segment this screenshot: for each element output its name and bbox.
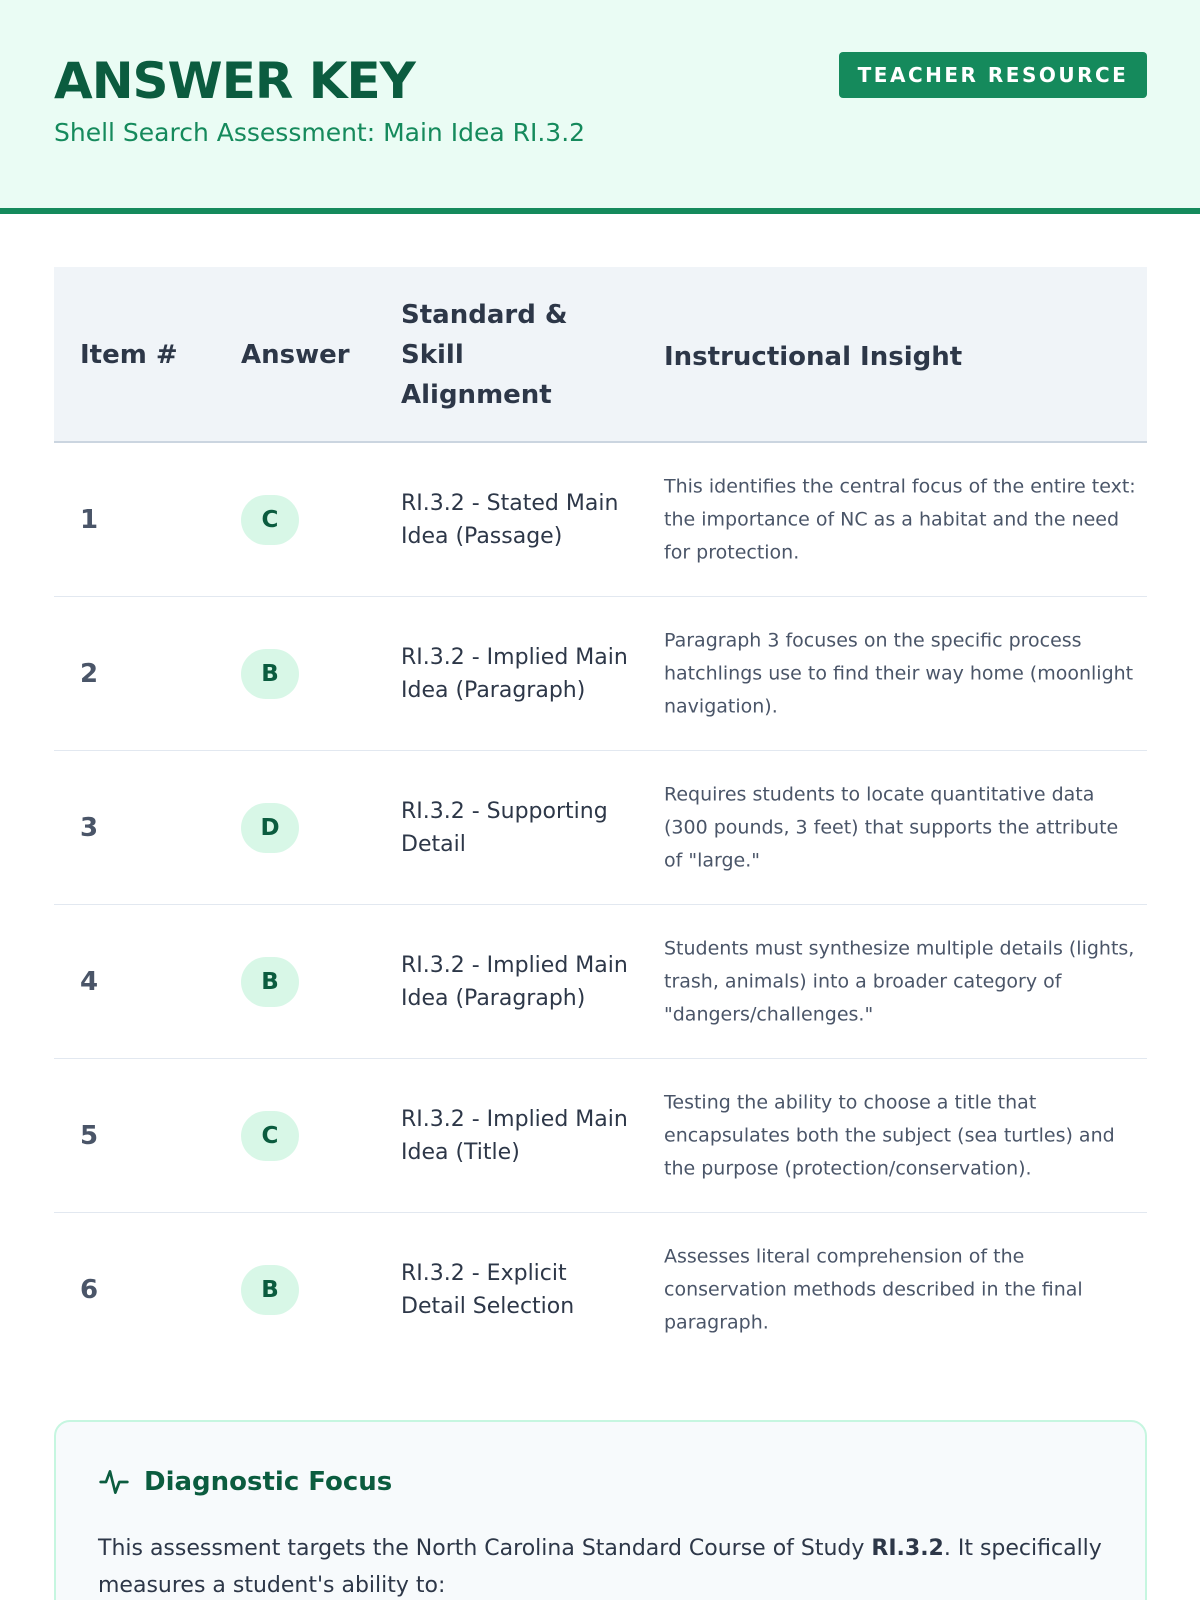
- diagnostic-text-start: This assessment targets the North Carolina Standard Course of Study: [98, 1536, 872, 1561]
- standard-alignment: RI.3.2 - Implied Main Idea (Paragraph): [401, 644, 628, 703]
- answer-badge: C: [241, 495, 299, 545]
- instructional-insight: Assesses literal comprehension of the conservation methods described in the final paragraph.: [664, 1245, 1083, 1334]
- standard-alignment: RI.3.2 - Implied Main Idea (Paragraph): [401, 952, 628, 1011]
- instructional-insight: Testing the ability to choose a title that encapsulates both the subject (sea turtles) and the purpose (protection/conservation).: [664, 1091, 1115, 1179]
- item-number: 6: [80, 1275, 99, 1305]
- table-row: [54, 1059, 1147, 1213]
- answer-badge: D: [241, 803, 299, 853]
- item-number: 5: [80, 1120, 99, 1151]
- answer-key-table: [54, 267, 1147, 1367]
- answer-badge: B: [241, 649, 299, 699]
- item-number: 1: [80, 504, 99, 535]
- table-header: [54, 267, 1147, 443]
- diagnostic-text-end: . It specifically measures a student's ability to:: [98, 1536, 1102, 1598]
- answer-badge: C: [241, 1111, 299, 1161]
- activity-icon: [98, 1466, 130, 1498]
- table-row: [54, 751, 1147, 905]
- table-row: [54, 1213, 1147, 1367]
- diagnostic-focus-panel: [54, 1420, 1147, 1600]
- item-number: 3: [80, 812, 99, 843]
- instructional-insight: This identifies the central focus of the entire text: the importance of NC as a habitat and the need for protection.: [664, 475, 1136, 563]
- column-header-insight: Instructional Insight: [664, 342, 963, 372]
- item-number: 4: [80, 966, 99, 997]
- answer-badge: B: [241, 1265, 299, 1315]
- item-number: 2: [80, 658, 99, 689]
- standard-alignment: RI.3.2 - Supporting Detail: [401, 798, 608, 857]
- table-row: [54, 443, 1147, 597]
- page-title: ANSWER KEY: [54, 52, 415, 110]
- answer-badge: B: [241, 957, 299, 1007]
- teacher-resource-badge: TEACHER RESOURCE: [839, 52, 1147, 98]
- column-header-standard: Standard & Skill Alignment: [401, 300, 568, 410]
- table-row: [54, 597, 1147, 751]
- diagnostic-focus-text: [98, 1530, 1108, 1600]
- column-header-item: Item #: [80, 340, 178, 370]
- instructional-insight: Students must synthesize multiple details (lights, trash, animals) into a broader category of "dangers/challenges.": [664, 937, 1135, 1025]
- page-subtitle: Shell Search Assessment: Main Idea RI.3.2: [54, 118, 586, 147]
- standard-alignment: RI.3.2 - Implied Main Idea (Title): [401, 1106, 628, 1165]
- instructional-insight: Paragraph 3 focuses on the specific process hatchlings use to find their way home (moonlight navigation).: [664, 629, 1134, 717]
- standard-alignment: RI.3.2 - Stated Main Idea (Passage): [401, 490, 619, 549]
- instructional-insight: Requires students to locate quantitative data (300 pounds, 3 feet) that supports the attribute of "large.": [664, 783, 1119, 871]
- diagnostic-standard-code: RI.3.2: [871, 1536, 944, 1561]
- column-header-answer: Answer: [241, 340, 350, 370]
- table-row: [54, 905, 1147, 1059]
- standard-alignment: RI.3.2 - Explicit Detail Selection: [401, 1261, 575, 1319]
- header: [0, 0, 1200, 214]
- diagnostic-focus-title: Diagnostic Focus: [144, 1467, 393, 1497]
